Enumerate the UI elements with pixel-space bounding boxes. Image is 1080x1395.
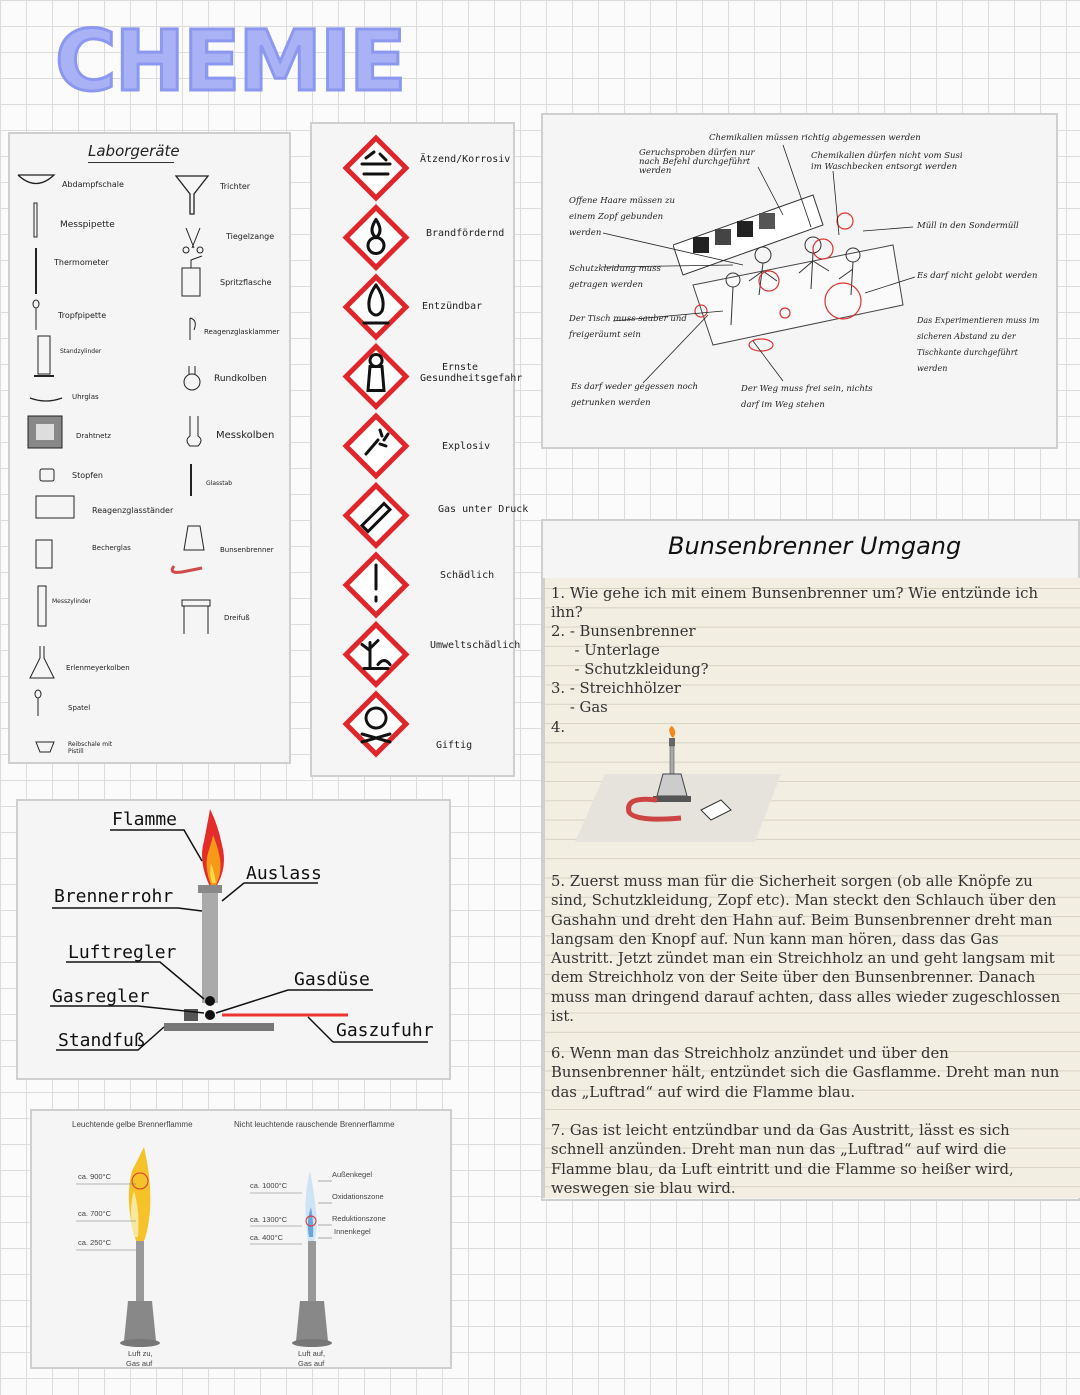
lab-item: Glasstab [206, 480, 233, 487]
page-title: CHEMIE [55, 12, 405, 110]
list-line: 2. - Bunsenbrenner [551, 623, 696, 640]
rule-note: Chemikalien müssen richtig abgemessen werden [709, 133, 921, 143]
burner-label: Flamme [112, 809, 178, 830]
answer-6: 6. Wenn man das Streichholz anzündet und über den Bunsenbrenner hält, entzündet sich die Gasflamme. Dreht man nun das „Luftrad“ auf wird die Flamme blau. [551, 1045, 1060, 1101]
rule-note: Geruchsproben dürfen nur nach Befehl durchgeführt werden [639, 148, 755, 176]
burner-diagram-panel [16, 799, 451, 1080]
temp-label: ca. 900°C [78, 1172, 112, 1181]
temp-label: ca. 250°C [78, 1238, 112, 1247]
question-1: 1. Wie gehe ich mit einem Bunsenbrenner um? Wie entzünde ich ihn? [551, 585, 1038, 622]
lab-item: Messkolben [216, 430, 275, 441]
flames-panel [30, 1109, 452, 1369]
hazard-diamond [346, 416, 406, 476]
answer-5: 5. Zuerst muss man für die Sicherheit sorgen (ob alle Knöpfe zu sind, Schutzkleidung, Zopf etc). Man steckt den Schlauch über den Gashahn und dreht den Hahn auf. Beim Bunsenbrenner dreht man langsam den Knopf auf. Nun kann man hören, dass das Gas Austritt. Jetzt zündet man ein Streichholz an und geht langsam mit dem Streichholz von der Seite über den Bunsenbrenner. Danach muss man dringend darauf achten, dass alles wieder zugeschlossen ist. [551, 873, 1061, 1026]
lab-item: Thermometer [54, 258, 109, 267]
zone-label: Außenkegel [332, 1170, 373, 1179]
lab-item: Uhrglas [72, 393, 99, 401]
rule-note: Chemikalien dürfen nicht vom Susi im Waschbecken entsorgt werden [811, 151, 963, 172]
rule-note: Schutzkleidung muss getragen werden [569, 264, 661, 290]
lab-item: Messpipette [60, 220, 115, 230]
burner-label: Standfuß [58, 1030, 145, 1051]
rule-note: Das Experimentieren muss im sicheren Abstand zu der Tischkante durchgeführt werden [917, 316, 1040, 373]
lab-item: Tiegelzange [226, 232, 275, 241]
rule-note: Der Weg muss frei sein, nichts darf im Weg stehen [741, 384, 873, 410]
burner-label: Gaszufuhr [336, 1020, 434, 1041]
hazard-diamond [346, 625, 406, 685]
rule-note: Offene Haare müssen zu einem Zopf gebunden werden [569, 196, 675, 238]
list-line: 3. - Streichhölzer [551, 680, 681, 697]
hazard-label: Giftig [436, 740, 473, 751]
lab-item: Rundkolben [214, 374, 267, 384]
flame-caption: Luft auf, [298, 1349, 326, 1358]
lab-item: Erlenmeyerkolben [66, 664, 130, 672]
burner-setup-illustration [575, 726, 785, 846]
lab-item: Spatel [68, 704, 91, 712]
rule-note: Der Tisch muss sauber und freigeräumt sein [569, 314, 687, 340]
bunsen-heading: Bunsenbrenner Umgang [668, 532, 962, 560]
laborgeraete-heading: Laborgeräte [88, 142, 180, 160]
hazard-diamond [346, 138, 406, 198]
lab-item: Drahtnetz [76, 432, 111, 440]
rule-note: Müll in den Sondermüll [917, 221, 1019, 231]
burner-label: Brennerrohr [54, 886, 174, 907]
burner-label: Gasdüse [294, 969, 370, 990]
lab-item: Tropfpipette [58, 311, 107, 320]
lab-item: Reagenzglasständer [92, 506, 174, 515]
burner-label: Gasregler [52, 986, 150, 1007]
lab-item: Messzylinder [52, 598, 91, 605]
hazard-label: Ernste Gesundheitsgefahr [420, 362, 523, 384]
lab-item: Trichter [220, 182, 251, 191]
temp-label: ca. 1300°C [250, 1215, 288, 1224]
lab-item: Dreifuß [224, 614, 250, 622]
right-flame-title: Nicht leuchtende rauschende Brennerflamme [234, 1120, 395, 1129]
rule-note: Es darf nicht gelobt werden [917, 271, 1038, 281]
hazard-diamond [346, 486, 406, 546]
list-line: - Schutzkleidung? [551, 661, 709, 678]
hazard-label: Ätzend/Korrosiv [420, 154, 511, 165]
list-line: 4. [551, 719, 566, 736]
hazard-label: Entzündbar [422, 301, 483, 312]
flame-caption: Gas auf [126, 1359, 153, 1368]
hazard-symbols [340, 132, 412, 777]
hazard-label: Explosiv [442, 441, 491, 452]
hazard-panel [310, 122, 529, 777]
list-line: - Gas [551, 699, 608, 716]
laborgeraete-panel [8, 132, 291, 764]
lab-item: Stopfen [72, 471, 103, 480]
zone-label: Innenkegel [334, 1227, 371, 1236]
lab-item: Bunsenbrenner [220, 546, 274, 554]
hazard-label: Gas unter Druck [438, 504, 529, 515]
zone-label: Reduktionszone [332, 1214, 386, 1223]
lab-rules-panel [541, 113, 1058, 449]
flame-caption: Gas auf [298, 1359, 325, 1368]
lab-item: Becherglas [92, 544, 131, 552]
rule-note: Es darf weder gegessen noch getrunken werden [571, 382, 698, 408]
lab-item: Standzylinder [60, 348, 102, 355]
lab-item: Reagenzglasklammer [204, 328, 280, 336]
bunsen-notes [543, 578, 1080, 1198]
burner-label: Auslass [246, 863, 322, 884]
hazard-label: Brandfördernd [426, 228, 505, 239]
hazard-diamond [346, 694, 406, 754]
zone-label: Oxidationszone [332, 1192, 384, 1201]
lab-icons-right [170, 170, 220, 640]
flame-caption: Luft zu, [128, 1349, 153, 1358]
lab-item: Abdampfschale [62, 180, 124, 189]
answer-7: 7. Gas ist leicht entzündbar und da Gas Austritt, lässt es sich schnell anzünden. Dreht man nun das „Luftrad“ auf wird die Flamme blau, da Luft eintritt und die Flamme so heißer wird, weswegen sie blau wird. [551, 1122, 1014, 1197]
burner-label: Luftregler [68, 942, 177, 963]
lab-item: Spritzflasche [220, 278, 272, 287]
lab-item: Reibschale mit Pistill [68, 741, 113, 755]
hazard-label: Schädlich [440, 570, 495, 581]
temp-label: ca. 400°C [250, 1233, 284, 1242]
left-flame-title: Leuchtende gelbe Brennerflamme [72, 1120, 193, 1129]
hazard-label: Umweltschädlich [430, 640, 521, 651]
temp-label: ca. 700°C [78, 1209, 112, 1218]
list-line: - Unterlage [551, 642, 660, 659]
temp-label: ca. 1000°C [250, 1181, 288, 1190]
